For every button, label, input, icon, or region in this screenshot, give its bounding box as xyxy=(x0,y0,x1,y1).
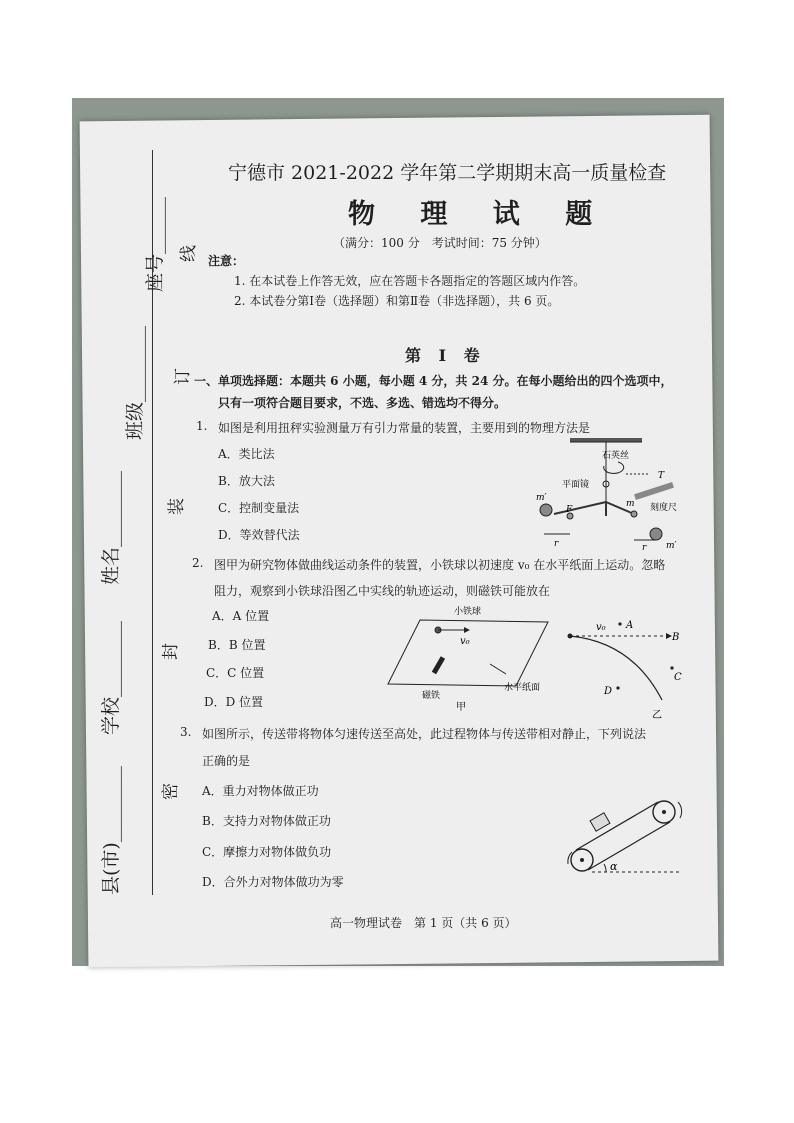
figure-jia xyxy=(382,600,566,712)
label-point-b: B xyxy=(672,632,680,643)
question-2-number: 2. xyxy=(192,556,204,570)
question-3-option-d: D．合外力对物体做功为零 xyxy=(202,875,344,889)
page-footer: 高一物理试卷 第 1 页（共 6 页） xyxy=(330,916,517,930)
binding-mark-zhuang: 装 xyxy=(167,498,187,515)
question-2-option-b: B．B 位置 xyxy=(208,638,266,652)
binding-field-school: 学校________ xyxy=(100,620,122,735)
question-3-option-a: A．重力对物体做正功 xyxy=(202,784,319,798)
label-r-right: r xyxy=(642,543,647,552)
question-2-option-d: D．D 位置 xyxy=(204,695,264,709)
label-point-a: A xyxy=(626,620,634,631)
question-1-option-a: A．类比法 xyxy=(218,447,275,461)
exam-meta: （满分：100 分 考试时间：75 分钟） xyxy=(333,236,547,250)
question-1-option-b: B．放大法 xyxy=(218,474,275,488)
question-2-stem-2: 阻力，观察到小铁球沿图乙中实线的轨迹运动，则磁铁可能放在 xyxy=(214,584,551,598)
question-2-option-a: A．A 位置 xyxy=(212,609,270,623)
label-iron-ball: 小铁球 xyxy=(454,607,482,617)
notes-heading: 注意： xyxy=(208,254,245,268)
instruction-line-2: 只有一项符合题目要求，不选、多选、错选均不得分。 xyxy=(218,396,507,410)
binding-field-county: 县(市)________ xyxy=(100,766,122,895)
question-3-number: 3. xyxy=(180,725,192,739)
label-ruler: 刻度尺 xyxy=(650,503,678,513)
label-m-right: m xyxy=(626,499,635,509)
question-1-option-c: C．控制变量法 xyxy=(218,501,300,515)
binding-mark-feng: 封 xyxy=(161,643,181,660)
question-1-option-d: D．等效替代法 xyxy=(218,528,300,542)
label-t: T xyxy=(658,471,665,481)
label-m-prime-left: m′ xyxy=(536,493,547,503)
binding-mark-xian: 线 xyxy=(179,245,199,262)
instruction-line-1: 一、单项选择题：本题共 6 小题，每小题 4 分，共 24 分。在每小题给出的四个选项中， xyxy=(194,374,673,388)
conveyor-belt-figure xyxy=(562,790,694,880)
question-2-option-c: C．C 位置 xyxy=(206,666,265,680)
label-r-left: r xyxy=(554,539,559,549)
binding-mark-ding: 订 xyxy=(173,368,193,385)
question-3-option-c: C．摩擦力对物体做负功 xyxy=(202,845,332,859)
binding-field-class: 班级________ xyxy=(124,325,146,440)
exam-title: 宁德市 2021-2022 学年第二学期期末高一质量检查 xyxy=(228,162,667,184)
question-1-stem: 如图是利用扭秤实验测量万有引力常量的装置，主要用到的物理方法是 xyxy=(218,421,591,435)
label-alpha: α xyxy=(610,860,618,873)
note-1: 1. 在本试卷上作答无效，应在答题卡各题指定的答题区域内作答。 xyxy=(234,274,586,288)
label-yi: 乙 xyxy=(652,710,662,721)
label-point-d: D xyxy=(604,686,613,697)
figure-yi xyxy=(560,612,690,722)
label-mirror: 平面镜 xyxy=(562,480,590,490)
section-title: 第 Ⅰ 卷 xyxy=(405,346,486,365)
label-v0-yi: v₀ xyxy=(596,622,606,633)
label-v0-jia: v₀ xyxy=(460,636,470,647)
binding-mark-mi: 密 xyxy=(161,783,181,800)
label-m-prime-right: m′ xyxy=(666,541,677,551)
question-2-stem-1: 图甲为研究物体做曲线运动条件的装置，小铁球以初速度 v₀ 在水平纸面上运动。忽略 xyxy=(214,558,666,572)
torsion-balance-figure xyxy=(530,434,690,552)
binding-field-name: 姓名________ xyxy=(100,470,122,585)
exam-subject: 物 理 试 题 xyxy=(348,199,611,230)
note-2: 2. 本试卷分第Ⅰ卷（选择题）和第Ⅱ卷（非选择题），共 6 页。 xyxy=(234,294,560,308)
question-3-option-b: B．支持力对物体做正功 xyxy=(202,814,331,828)
question-1-number: 1. xyxy=(196,419,208,433)
label-quartz-wire: 石英丝 xyxy=(602,451,630,461)
label-jia: 甲 xyxy=(456,702,466,712)
question-3-stem-2: 正确的是 xyxy=(202,754,251,768)
binding-field-seat: 座号______ xyxy=(144,196,166,292)
label-point-c: C xyxy=(674,672,682,683)
label-magnet: 磁铁 xyxy=(422,691,441,701)
label-paper-plane: 水平纸面 xyxy=(504,683,541,693)
question-3-stem-1: 如图所示，传送带将物体匀速传送至高处，此过程物体与传送带相对静止，下列说法 xyxy=(202,727,647,741)
label-f-left: F xyxy=(566,505,573,515)
